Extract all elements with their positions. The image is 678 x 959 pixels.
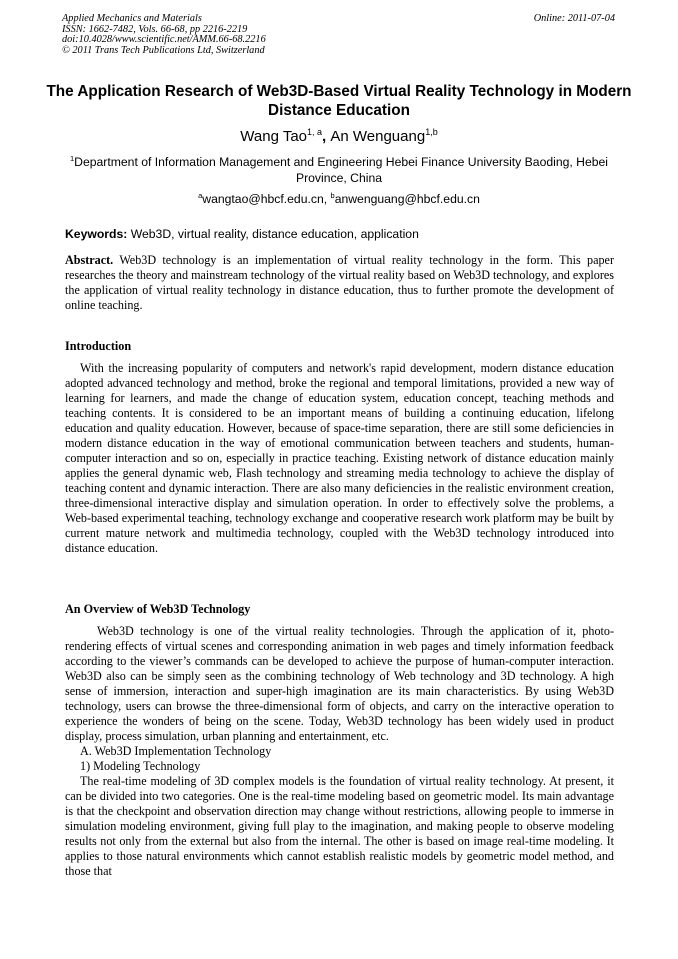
email-mark: b	[330, 191, 335, 200]
author-affiliation-mark: 1,b	[425, 127, 438, 137]
subsection-heading: A. Web3D Implementation Technology	[80, 744, 272, 758]
doi-line: doi:10.4028/www.scientific.net/AMM.66-68.2216	[62, 34, 266, 46]
paper-title: The Application Research of Web3D-Based Virtual Reality Technology in Modern Distance Education	[46, 83, 632, 119]
keywords-text: Web3D, virtual reality, distance education, application	[127, 227, 419, 241]
keywords	[65, 227, 419, 242]
author-emails	[0, 192, 678, 207]
overview-section	[65, 624, 614, 879]
author-separator: ,	[322, 128, 331, 145]
overview-heading: An Overview of Web3D Technology	[65, 602, 251, 616]
author-line	[0, 127, 678, 147]
author-name: Wang Tao	[240, 128, 308, 145]
keywords-label: Keywords:	[65, 227, 128, 241]
affiliation-text: Department of Information Management and Engineering Hebei Finance University Baoding, Hebei Province, China	[74, 155, 609, 185]
copyright-line: © 2011 Trans Tech Publications Ltd, Switzerland	[62, 44, 265, 56]
abstract-label: Abstract.	[65, 253, 114, 267]
journal-metadata	[62, 14, 266, 56]
email-mark: a	[198, 191, 203, 200]
overview-paragraph: Web3D technology is one of the virtual reality technologies. Through the application of it, photo-rendering effects of virtual scenes and corresponding animation in web pages and timely information feedback according to the viewer’s commands can be developed to achieve the purpose of human-computer interaction. Web3D also can be simply seen as the combining technology of Web technology and 3D technology. A high sense of immersion, interaction and super-high imagination are its main characteristics. By using Web3D technology, users can browse the three-dimensional form of objects, and carry on the interactive operation to experience the wonders of being on the scene. Today, Web3D technology has been widely used in product display, process simulation, urban planning and entertainment, etc.	[65, 624, 614, 743]
email-address: wangtao@hbcf.edu.cn,	[202, 192, 331, 206]
email-address: anwenguang@hbcf.edu.cn	[334, 192, 480, 206]
online-date: Online: 2011-07-04	[533, 13, 615, 24]
author-name: An Wenguang	[330, 128, 426, 145]
introduction-heading: Introduction	[65, 339, 132, 353]
abstract	[65, 253, 614, 313]
affiliation-mark: 1	[69, 154, 75, 163]
issn-line: ISSN: 1662-7482, Vols. 66-68, pp 2216-2219	[62, 23, 248, 35]
abstract-text: Web3D technology is an implementation of virtual reality technology in the form. This paper researches the theory and mainstream technology of the virtual reality based on Web3D technology, and explores the application of virtual reality technology in distance education, thus to further promote the development of online teaching.	[65, 253, 614, 312]
affiliation	[60, 155, 618, 186]
overview-paragraph: The real-time modeling of 3D complex models is the foundation of virtual reality technology. At present, it can be divided into two categories. One is the real-time modeling based on geometric model. Its main advantage is that the checkpoint and observation direction may change without restrictions, allowing people to immerse in simulation modeling environment, giving full play to the imagination, and making people to observe modeling results not only from the external but also from the internal. The other is based on image real-time modeling. It applies to those natural environments which cannot establish realistic models by geometric model method, and those that	[65, 774, 614, 878]
introduction-paragraph: With the increasing popularity of computers and network's rapid development, modern distance education adopted advanced technology and method, broke the regional and temporal limitations, provided a new way of learning for learners, and made the change of education system, education concept, teaching methods and teaching contents. It is considered to be an important means of building a continuing education, lifelong education and quality education. However, because of space-time separation, there are still some deficiencies in modern distance education in the way of emotional communication between teachers and students, human-computer interaction and so on, especially in practice teaching. Existing network of distance education mainly applies the general dynamic web, Flash technology and streaming media technology to achieve the display of teaching content and dynamic interaction. There are also many deficiencies in the realistic environment creation, three-dimensional interactive display and simulation operation. In order to effectively solve the problems, a Web-based experimental teaching, technology exchange and cooperative research work platform may be built by current mature network and multimedia technology, coupled with the Web3D technology introduced into distance education.	[65, 361, 614, 555]
author-affiliation-mark: 1, a	[307, 127, 323, 137]
introduction-section	[65, 361, 614, 556]
subsubsection-heading: 1) Modeling Technology	[80, 759, 201, 773]
journal-name: Applied Mechanics and Materials	[62, 13, 202, 24]
